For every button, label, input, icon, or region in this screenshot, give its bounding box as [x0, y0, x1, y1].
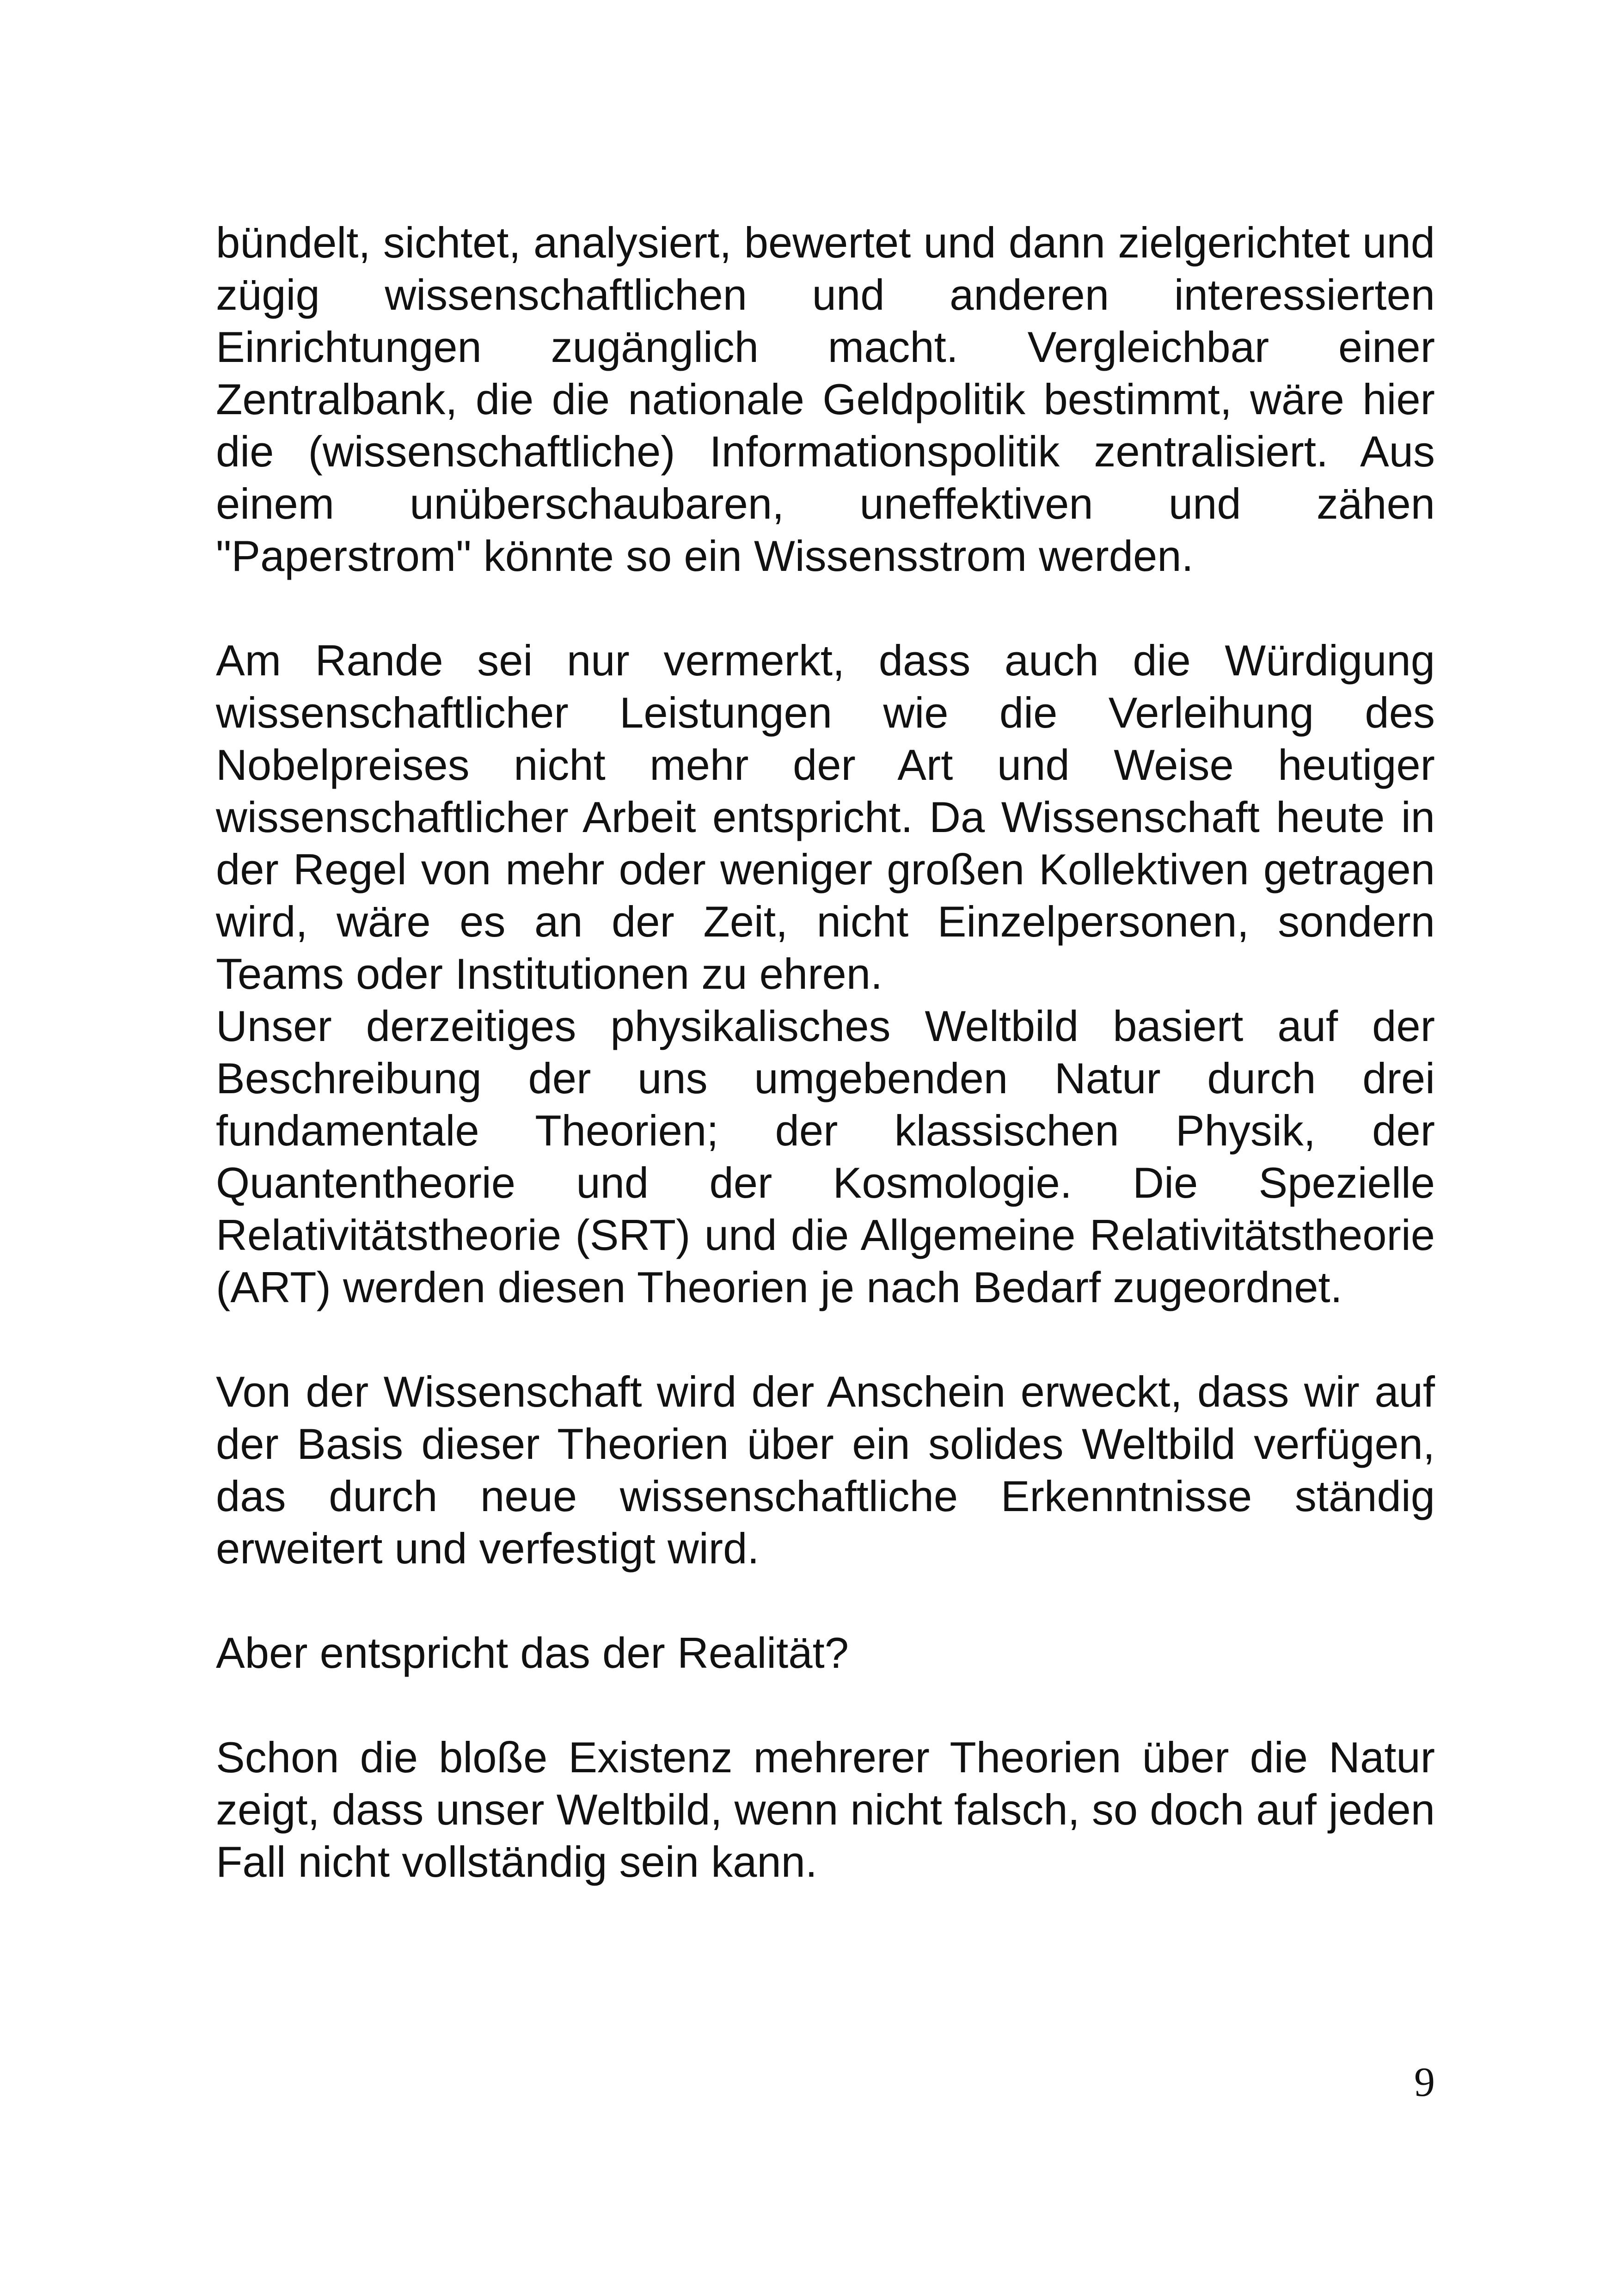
paragraph-5: Aber entspricht das der Realität?	[216, 1629, 849, 1677]
paragraph-3: Unser derzeitiges physikalisches Weltbild basiert auf der Beschreibung der uns umgebenden Natur durch drei fundamentale Theorien; der klassischen Physik, der Quantentheorie und der Kosmologie. Die Spezielle Relativitätstheorie (SRT) und die Allgemeine Relativitätstheorie (ART) werden diesen Theorien je nach Bedarf zugeordnet.	[216, 1002, 1435, 1311]
paragraph-1: bündelt, sichtet, analysiert, bewertet und dann zielgerichtet und zügig wissenschaftlichen und anderen interessierten Einrichtungen zugänglich macht. Vergleichbar einer Zentralbank, die die nationale Geldpolitik bestimmt, wäre hier die (wissenschaftliche) Informationspolitik zentralisiert. Aus einem unüberschaubaren, uneffektiven und zähen "Paperstrom" könnte so ein Wissensstrom werden.	[216, 218, 1435, 580]
body-text	[216, 216, 1435, 1888]
page-number: 9	[1414, 2059, 1435, 2105]
paragraph-4: Von der Wissenschaft wird der Anschein erweckt, dass wir auf der Basis dieser Theorien über ein solides Weltbild verfügen, das durch neue wissenschaftliche Erkenntnisse ständig erweitert und verfestigt wird.	[216, 1367, 1435, 1573]
paragraph-6: Schon die bloße Existenz mehrerer Theorien über die Natur zeigt, dass unser Weltbild, wenn nicht falsch, so doch auf jeden Fall nicht vollständig sein kann.	[216, 1733, 1435, 1886]
paragraph-2: Am Rande sei nur vermerkt, dass auch die Würdigung wissenschaftlicher Leistungen wie die Verleihung des Nobelpreises nicht mehr der Art und Weise heutiger wissenschaftlicher Arbeit entspricht. Da Wissenschaft heute in der Regel von mehr oder weniger großen Kollektiven getragen wird, wäre es an der Zeit, nicht Einzelpersonen, sondern Teams oder Institutionen zu ehren.	[216, 636, 1435, 998]
